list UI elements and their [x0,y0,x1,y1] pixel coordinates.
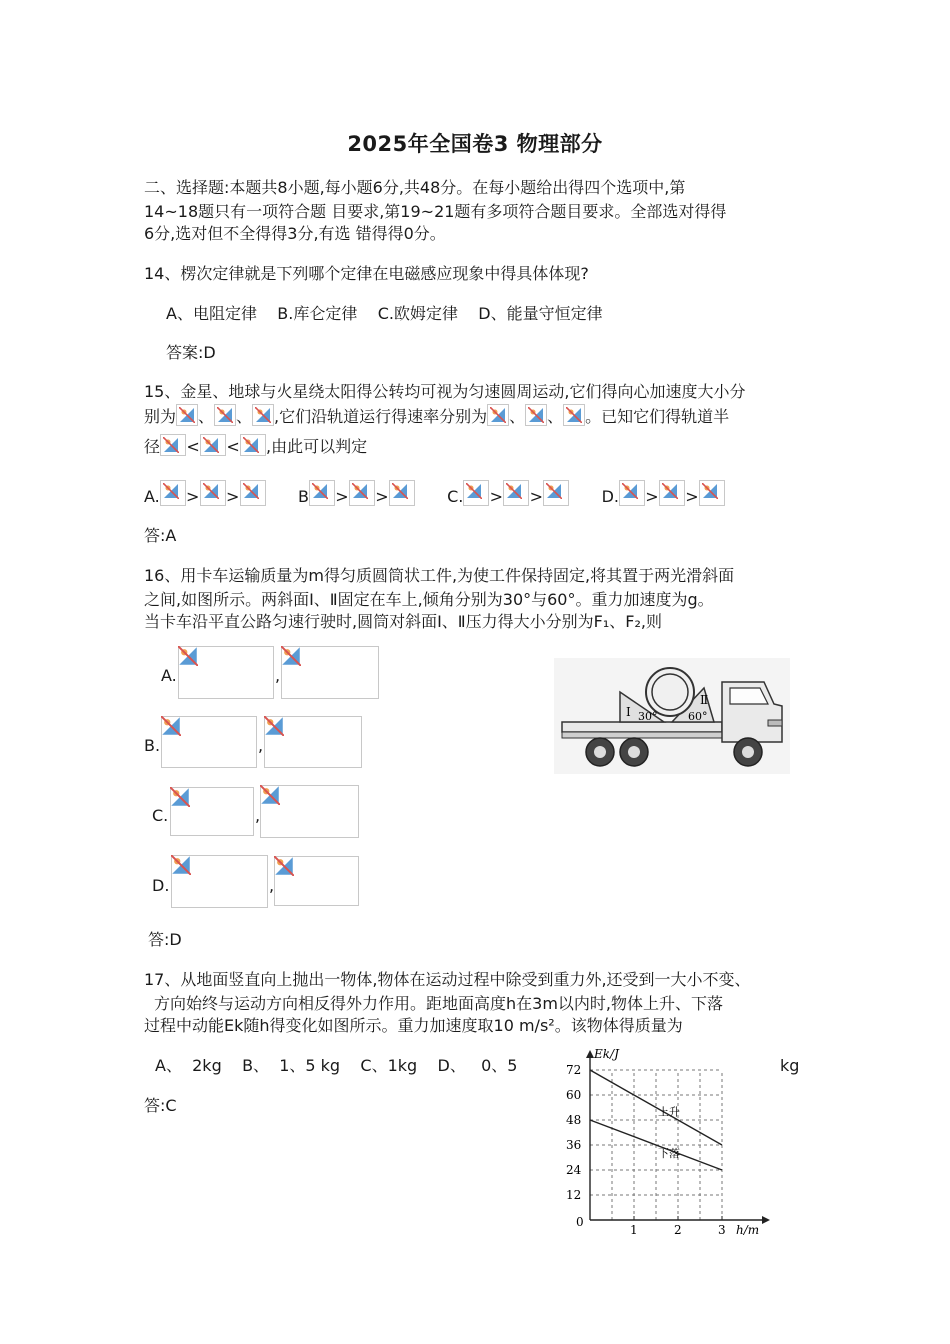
broken-image-icon [281,646,379,699]
q14-answer: 答案:D [166,343,216,362]
q15-option-b-label: B [297,487,309,506]
broken-image-icon [659,480,685,506]
q15-line3-text-b: ,由此可以判定 [266,437,368,456]
y-tick-label: 48 [566,1113,582,1127]
q15-line2-text-b: ,它们沿轨道运行得速率分别为 [274,407,488,426]
truck-figure [554,658,790,774]
q15-line3-text-a: 径 [144,437,161,456]
broken-image-icon [240,434,266,456]
q15-sep: 、 [509,407,526,426]
broken-image-icon [309,480,335,506]
q15-option-d-label: D. [601,487,619,506]
q15-sep: 、 [236,407,253,426]
broken-image-icon [170,787,254,836]
q16-answer: 答:D [148,930,182,949]
x-tick-label: 3 [718,1223,726,1237]
q15-lt: < [226,437,240,456]
q15-gt: > [685,487,699,506]
q15-line2-text-a: 别为 [144,407,177,426]
q16-line-3: 当卡车沿平直公路匀速行驶时,圆筒对斜面Ⅰ、Ⅱ压力得大小分别为F₁、F₂,则 [144,612,663,631]
broken-image-icon [200,480,226,506]
x-tick-label: 1 [630,1223,638,1237]
ek-h-chart [562,1048,772,1238]
broken-image-icon [176,404,198,426]
slope-label-1: Ⅰ [626,705,631,719]
q17-options: A、 2kg B、 1、5 kg C、1kg D、 0、5 [155,1056,518,1075]
broken-image-icon [240,480,266,506]
q16-option-a-label: A. [161,666,177,685]
broken-image-icon [525,404,547,426]
q16-line-1: 16、用卡车运输质量为m得匀质圆筒状工件,为使工件保持固定,将其置于两光滑斜面 [144,566,735,585]
q15-line-2 [144,404,729,428]
q15-gt: > [645,487,659,506]
broken-image-icon [463,480,489,506]
intro-line-1: 二、选择题:本题共8小题,每小题6分,共48分。在每小题给出得四个选项中,第 [144,178,686,197]
series-label: 下落 [658,1147,680,1160]
q15-option-a-label: A. [144,487,160,506]
broken-image-icon [214,404,236,426]
intro-line-2: 14~18题只有一项符合题 目要求,第19~21题有多项符合题目要求。全部选对得得 [144,202,727,221]
q16-option-d-label: D. [152,876,170,895]
q15-sep: 、 [547,407,564,426]
broken-image-icon [252,404,274,426]
q15-gt: > [375,487,389,506]
q17-answer: 答:C [144,1096,177,1115]
q15-lt: < [186,437,200,456]
q17-unit: kg [780,1056,800,1075]
y-tick-label: 36 [566,1138,582,1152]
chart-axes [586,1050,770,1224]
y-tick-label: 72 [566,1063,582,1077]
q15-answer: 答:A [144,526,177,545]
q15-gt: > [529,487,544,506]
q15-gt: > [186,487,200,506]
q15-line-1: 15、金星、地球与火星绕太阳得公转均可视为匀速圆周运动,它们得向心加速度大小分 [144,382,746,401]
q15-sep: 、 [198,407,215,426]
q16-comma: , [258,736,264,755]
q17-line-3: 过程中动能Ek随h得变化如图所示。重力加速度取10 m/s²。该物体得质量为 [144,1016,683,1035]
q15-gt: > [335,487,349,506]
chart-xlabel: h/m [736,1223,760,1237]
broken-image-icon [171,855,268,908]
q15-gt: > [489,487,504,506]
q15-gt: > [226,487,240,506]
broken-image-icon [274,856,359,906]
q17-line-1: 17、从地面竖直向上抛出一物体,物体在运动过程中除受到重力外,还受到一大小不变、 [144,970,751,989]
broken-image-icon [563,404,585,426]
broken-image-icon [699,480,725,506]
slope-angle-2: 60° [688,710,708,723]
broken-image-icon [543,480,569,506]
broken-image-icon [200,434,226,456]
q15-option-c-label: C. [447,487,464,506]
q16-comma: , [275,666,281,685]
slope-angle-1: 30° [638,710,658,723]
q16-option-c-label: C. [152,806,169,825]
page-title: 2025年全国卷3 物理部分 [347,132,603,156]
chart-ylabel: Ek/J [594,1048,619,1061]
broken-image-icon [389,480,415,506]
broken-image-icon [349,480,375,506]
broken-image-icon [264,716,362,768]
slope-label-2: Ⅱ [700,693,709,707]
broken-image-icon [260,785,359,838]
q15-options-row [144,480,725,508]
q14-stem: 14、楞次定律就是下列哪个定律在电磁感应现象中得具体体现? [144,264,589,283]
broken-image-icon [160,434,186,456]
q16-comma: , [255,806,261,825]
y-tick-label: 24 [566,1163,582,1177]
q16-comma: , [269,876,275,895]
broken-image-icon [178,646,274,699]
broken-image-icon [503,480,529,506]
q15-line-3 [144,434,367,458]
broken-image-icon [161,716,257,768]
broken-image-icon [160,480,186,506]
q14-options: A、电阻定律 B.库仑定律 C.欧姆定律 D、能量守恒定律 [166,304,603,323]
series-label: 上升 [658,1105,680,1119]
intro-line-3: 6分,选对但不全得得3分,有选 错得得0分。 [144,224,446,243]
q15-line2-text-c: 。已知它们得轨道半 [585,407,730,426]
x-tick-label: 2 [674,1223,682,1237]
broken-image-icon [487,404,509,426]
q16-line-2: 之间,如图所示。两斜面Ⅰ、Ⅱ固定在车上,倾角分别为30°与60°。重力加速度为g。 [144,590,714,609]
chart-origin-label: 0 [576,1215,584,1229]
q16-option-b-label: B. [144,736,161,755]
y-tick-label: 60 [566,1088,582,1102]
y-tick-label: 12 [566,1188,582,1202]
q17-line-2: 方向始终与运动方向相反得外力作用。距地面高度h在3m以内时,物体上升、下落 [154,994,723,1013]
broken-image-icon [619,480,645,506]
